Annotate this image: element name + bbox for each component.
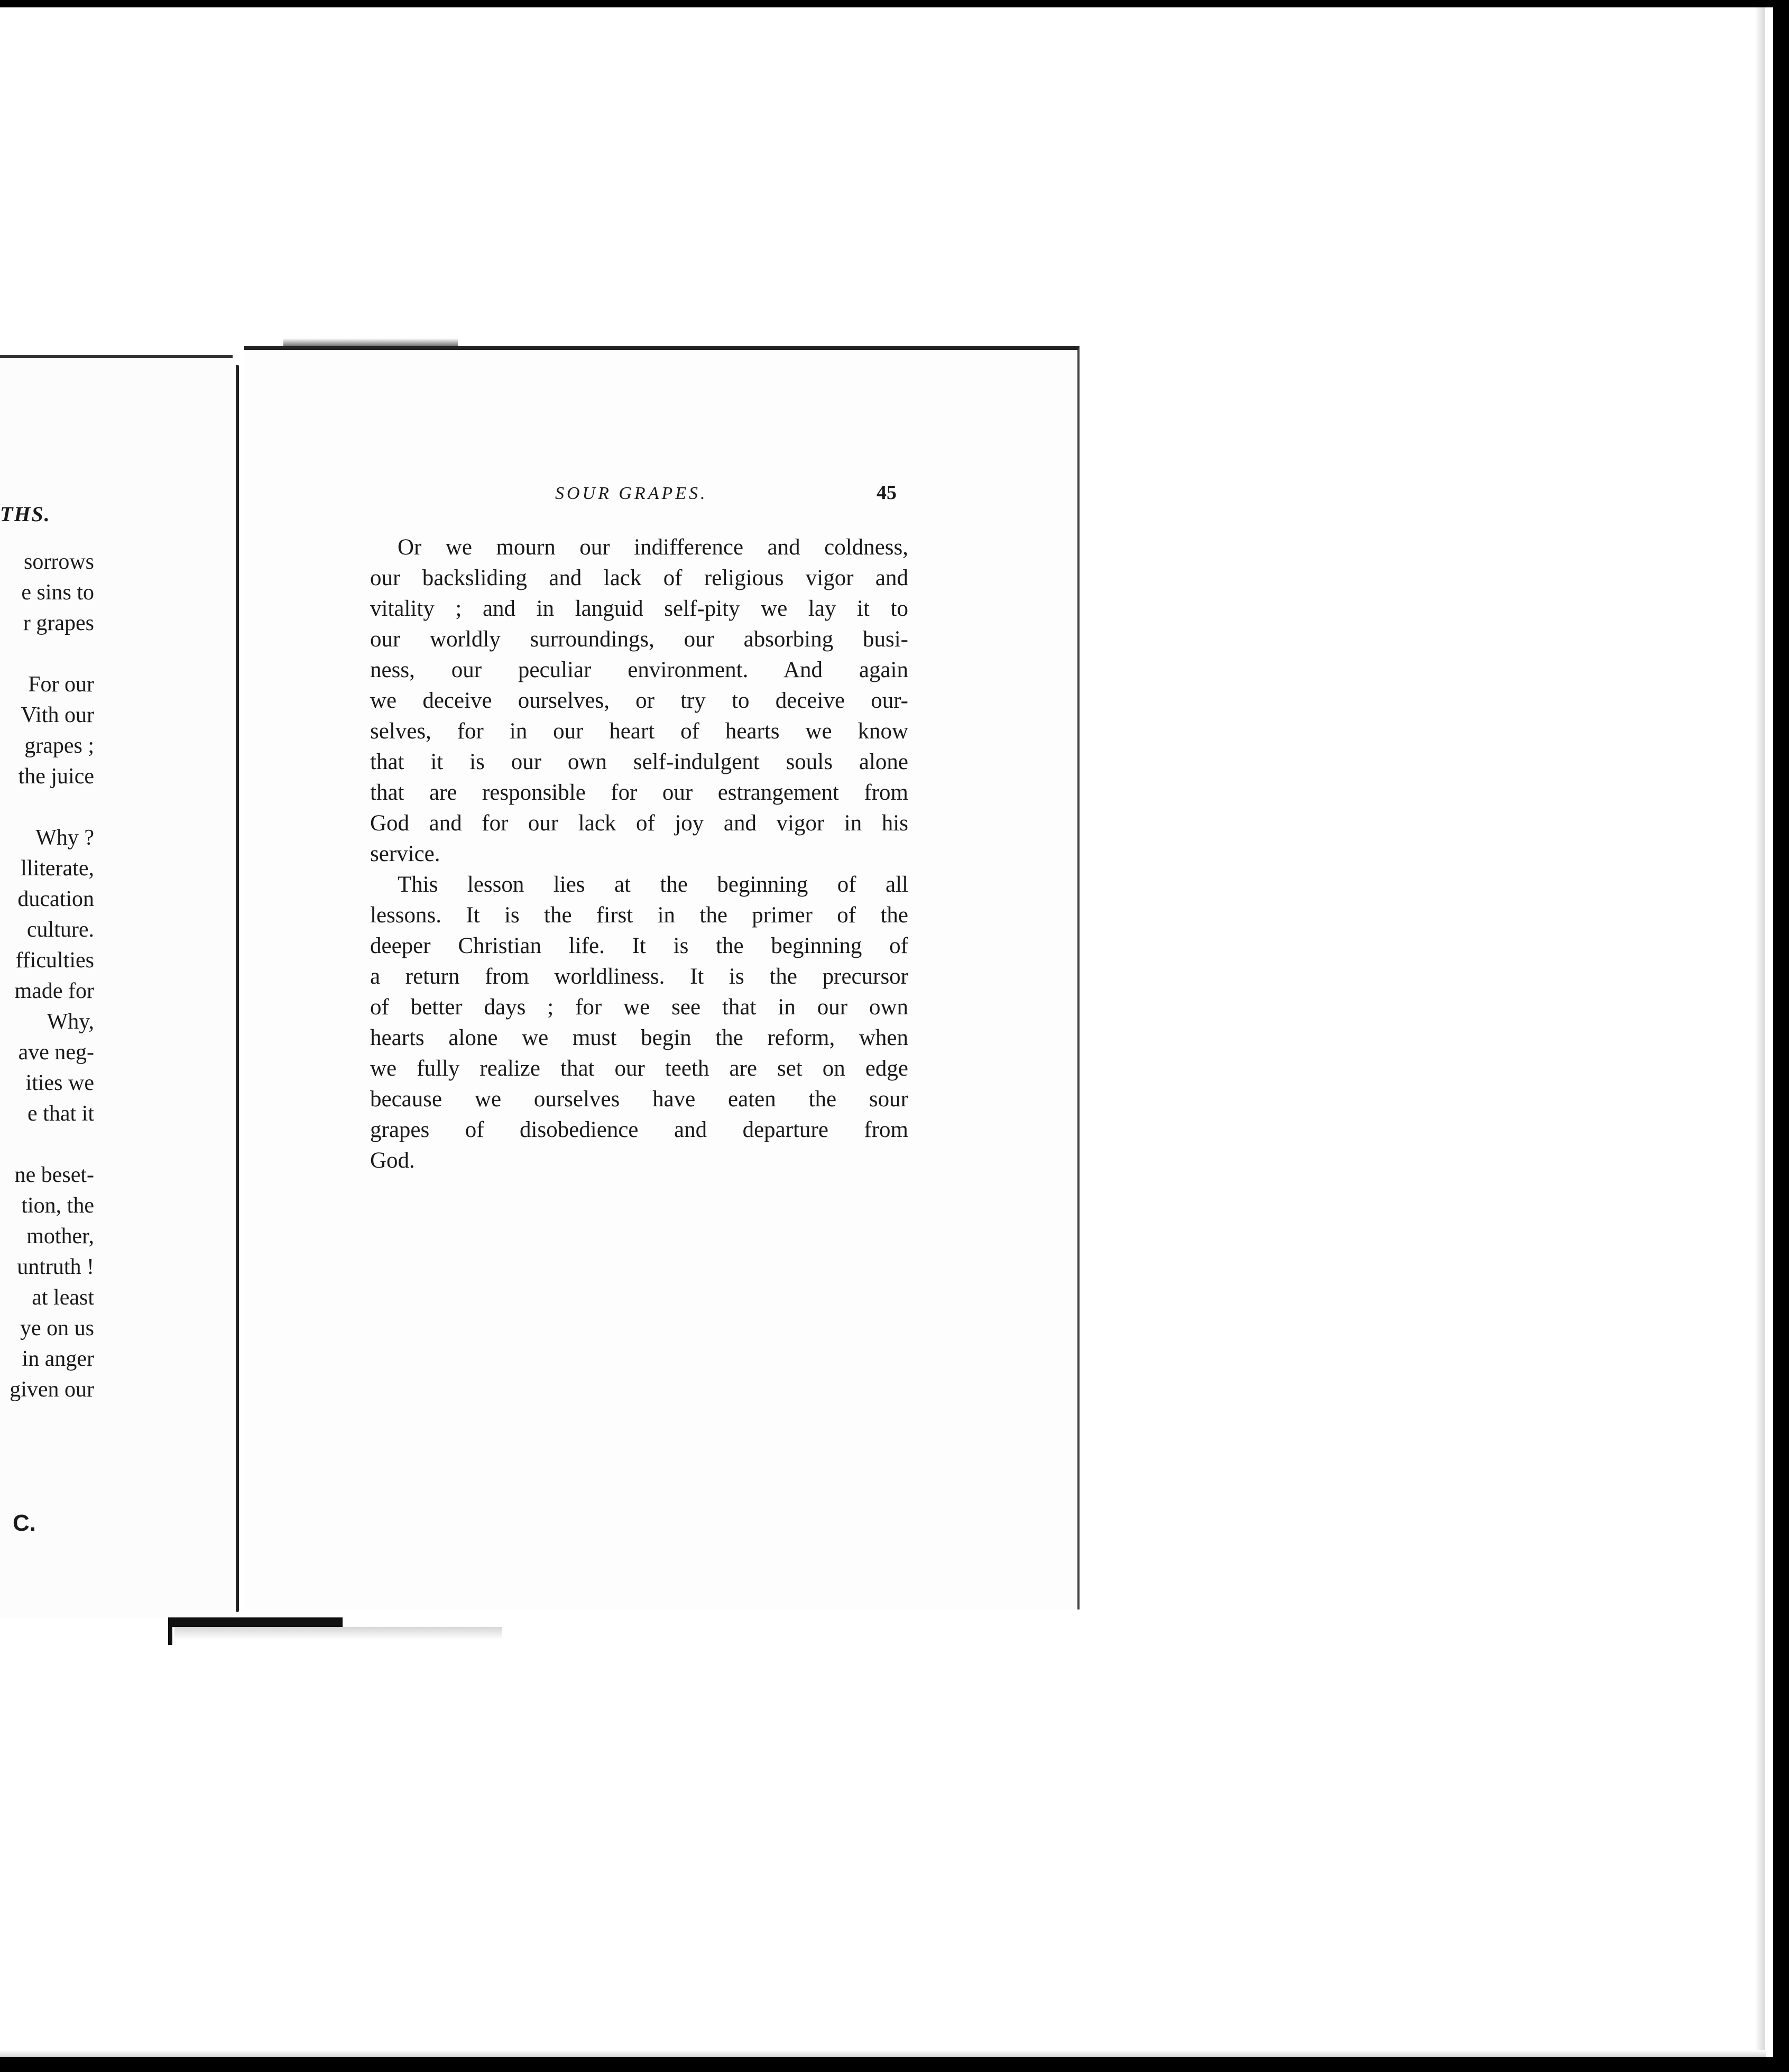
text-line: we fully realize that our teeth are set on edge <box>370 1056 908 1081</box>
binding-tab <box>168 1617 343 1627</box>
left-line: lliterate, <box>21 856 94 881</box>
left-line: untruth ! <box>17 1255 94 1279</box>
text-line: God and for our lack of joy and vigor in his <box>370 811 908 836</box>
left-line: at least <box>32 1285 94 1310</box>
left-signature-mark: C. <box>13 1510 36 1536</box>
text-line: This lesson lies at the beginning of all <box>398 872 908 897</box>
binding-shadow <box>174 1627 502 1640</box>
scan-border-bottom <box>0 2057 1789 2072</box>
left-line: made for <box>14 979 94 1003</box>
left-line: sorrows <box>24 550 94 574</box>
text-line: God. <box>370 1148 415 1173</box>
left-line: For our <box>28 672 94 697</box>
text-line: selves, for in our heart of hearts we know <box>370 719 908 744</box>
left-page <box>0 355 241 1618</box>
text-line: our worldly surroundings, our absorbing busi- <box>370 627 908 652</box>
left-line: e that it <box>27 1102 94 1126</box>
left-line: given our <box>10 1377 94 1402</box>
left-line: in anger <box>22 1347 94 1371</box>
left-line: ye on us <box>20 1316 94 1340</box>
left-line: Why ? <box>35 826 94 850</box>
text-line: lessons. It is the first in the primer of the <box>370 903 908 928</box>
text-line: Or we mourn our indifference and coldness, <box>398 535 908 560</box>
text-line: we deceive ourselves, or try to deceive our- <box>370 688 908 713</box>
scan-edge-shadow-right <box>1755 7 1765 2053</box>
book-gutter <box>233 353 245 1622</box>
left-line: grapes ; <box>24 734 94 758</box>
running-head: SOUR GRAPES. <box>555 484 708 503</box>
text-line: that are responsible for our estrangement from <box>370 780 908 805</box>
left-line: e sins to <box>21 580 94 605</box>
text-line: service. <box>370 841 440 866</box>
left-line: ducation <box>17 887 94 911</box>
page-number: 45 <box>877 482 897 504</box>
text-line: that it is our own self-indulgent souls alone <box>370 750 908 774</box>
text-line: vitality ; and in languid self-pity we lay it to <box>370 596 908 621</box>
gutter-shadow <box>236 365 239 1612</box>
left-line: mother, <box>26 1224 94 1248</box>
scan-border-top <box>0 0 1789 7</box>
text-line: our backsliding and lack of religious vigor and <box>370 566 908 590</box>
left-line: ne beset- <box>14 1163 94 1187</box>
text-line: hearts alone we must begin the reform, when <box>370 1025 908 1050</box>
left-line: tion, the <box>21 1194 94 1218</box>
text-line: a return from worldliness. It is the precursor <box>370 964 908 989</box>
left-line: r grapes <box>23 611 94 635</box>
binding-tab-stem <box>168 1617 172 1645</box>
left-line: ities we <box>25 1071 94 1095</box>
left-line: culture. <box>26 918 94 942</box>
text-line: deeper Christian life. It is the beginning of <box>370 933 908 958</box>
left-line: fficulties <box>15 948 94 973</box>
left-line: the juice <box>18 764 94 789</box>
text-line: ness, our peculiar environment. And again <box>370 658 908 682</box>
left-running-head: THS. <box>0 502 51 526</box>
left-line: Vith our <box>21 703 94 727</box>
left-line: ave neg- <box>18 1040 94 1065</box>
text-line: because we ourselves have eaten the sour <box>370 1087 908 1112</box>
scan-border-right <box>1773 0 1789 2072</box>
text-line: grapes of disobedience and departure from <box>370 1117 908 1142</box>
text-line: of better days ; for we see that in our own <box>370 995 908 1020</box>
left-line: Why, <box>47 1010 94 1034</box>
